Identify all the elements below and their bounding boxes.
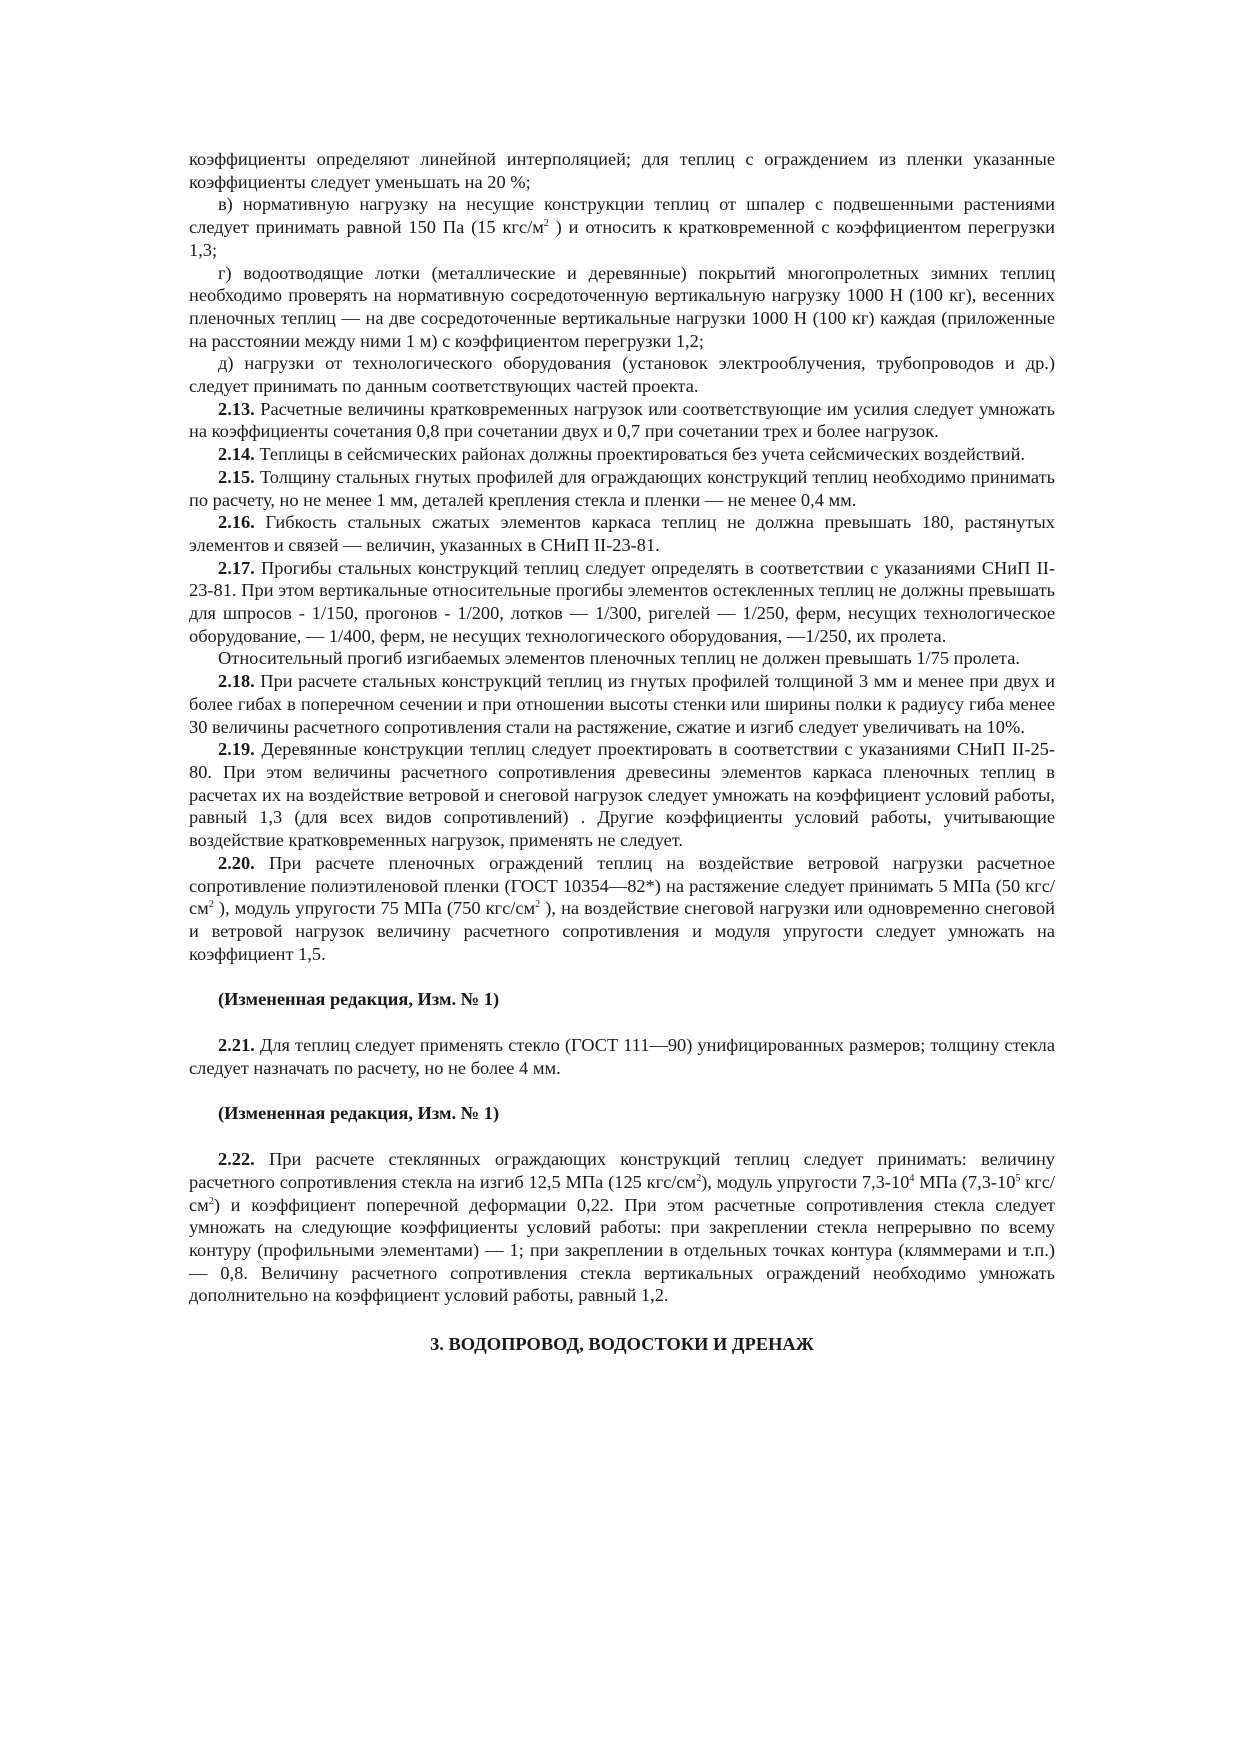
- clause-number: 2.22.: [218, 1149, 255, 1170]
- clause-number: 2.21.: [218, 1035, 255, 1056]
- superscript-5: 5: [1015, 1172, 1021, 1184]
- clause-2-17: 2.17. Прогибы стальных конструкций теплиц следует определять в соответствии с указаниями СНиП II-23-81. При этом вертикальные относительные прогибы элементов остекленных теплиц не должны превышать для шпросов - 1/150, прогонов - 1/200, лотков — 1/300, ригелей — 1/250, ферм, несущих технологическое оборудование, — 1/400, ферм, не несущих технологического оборудования, —1/250, их пролета.: [189, 557, 1055, 646]
- superscript-2: 2: [208, 1195, 214, 1207]
- clause-2-21: 2.21. Для теплиц следует применять стекло (ГОСТ 111—90) унифицированных размеров; толщину стекла следует назначать по расчету, но не более 4 мм.: [189, 1035, 1055, 1078]
- clause-2-13: 2.13. Расчетные величины кратковременных нагрузок или соответствующие им усилия следует умножать на коэффициенты сочетания 0,8 при сочетании двух и 0,7 при сочетании трех и более нагрузок.: [189, 398, 1055, 442]
- document-page: [189, 148, 1055, 1356]
- paragraph-v-trellis-load: в) нормативную нагрузку на несущие конструкции теплиц от шпалер с подвешенными растениями следует принимать равной 150 Па (15 кгс/$м^2$ ) и относить к кратковременной с коэффициентом перегрузки 1,3;: [189, 194, 1055, 260]
- superscript-2: 2: [535, 899, 541, 911]
- clause-number: 2.18.: [218, 671, 255, 692]
- section-heading: 3. ВОДОПРОВОД, ВОДОСТОКИ И ДРЕНАЖ: [430, 1334, 814, 1355]
- clause-number: 2.14.: [218, 444, 255, 465]
- clause-2-20: 2.20. При расчете пленочных ограждений теплиц на воздействие ветровой нагрузки расчетное сопротивление полиэтиленовой пленки (ГОСТ 10354—82*) на растяжение следует принимать 5 МПа (50 кгс/$см^2$ ), модуль упругости 75 МПа (750 кгс/$см^2$ ), на воздействие снеговой нагрузки или одновременно снеговой и ветровой нагрузок величину расчетного сопротивления и модуля упругости следует умножать на коэффициент 1,5.: [189, 852, 1055, 964]
- clause-2-15: 2.15. Толщину стальных гнутых профилей для ограждающих конструкций теплиц необходимо принимать по расчету, но не менее 1 мм, деталей крепления стекла и пленки — не менее 0,4 мм.: [189, 466, 1055, 510]
- clause-number: 2.19.: [218, 739, 255, 760]
- clause-number: 2.17.: [218, 557, 255, 578]
- superscript-2: 2: [208, 899, 214, 911]
- paragraph-coefficients-interpolation: коэффициенты определяют линейной интерполяцией; для теплиц с ограждением из пленки указанные коэффициенты следует уменьшать на 20 %;: [189, 149, 1055, 192]
- clause-2-22: 2.22. При расчете стеклянных ограждающих конструкций теплиц следует принимать: величину расчетного сопротивления стекла на изгиб 12,5 МПа (125 кгс/$см^2$), модуль упругости $7,3-10^4$ МПа ($7,3-10^5$ кгс/$см^2$) и коэффициент поперечной деформации 0,22. При этом расчетные сопротивления стекла следует умножать на следующие коэффициенты условий работы: при закреплении стекла непрерывно по всему контуру (профильными элементами) — 1; при закреплении в отдельных точках контура (кляммерами и т.п.) — 0,8. Величину расчетного сопротивления стекла вертикальных ограждений необходимо умножать дополнительно на коэффициент условий работы, равный 1,2.: [189, 1149, 1055, 1306]
- clause-number: 2.15.: [218, 466, 255, 487]
- clause-number: 2.20.: [218, 852, 255, 873]
- edition-note: (Измененная редакция, Изм. № 1): [218, 989, 500, 1010]
- paragraph-relative-deflection: Относительный прогиб изгибаемых элементов пленочных теплиц не должен превышать 1/75 пролета.: [218, 648, 1020, 669]
- clause-2-19: 2.19. Деревянные конструкции теплиц следует проектировать в соответствии с указаниями СНиП II-25-80. При этом величины расчетного сопротивления древесины элементов каркаса пленочных теплиц в расчетах их на воздействие ветровой и снеговой нагрузок следует умножать на коэффициент условий работы, равный 1,3 (для всех видов сопротивлений) . Другие коэффициенты условий работы, учитывающие воздействие кратковременных нагрузок, применять не следует.: [189, 739, 1055, 851]
- edition-note: (Измененная редакция, Изм. № 1): [218, 1103, 500, 1124]
- superscript-2: 2: [543, 218, 549, 230]
- paragraph-d-equipment-load: д) нагрузки от технологического оборудования (установок электрооблучения, трубопроводов и др.) следует принимать по данным соответствующих частей проекта.: [189, 353, 1055, 397]
- clause-2-14: 2.14. Теплицы в сейсмических районах должны проектироваться без учета сейсмических воздействий.: [218, 444, 1026, 465]
- clause-2-16: 2.16. Гибкость стальных сжатых элементов каркаса теплиц не должна превышать 180, растянутых элементов и связей — величин, указанных в СНиП II-23-81.: [189, 512, 1055, 555]
- clause-2-18: 2.18. При расчете стальных конструкций теплиц из гнутых профилей толщиной 3 мм и менее при двух и более гибах в поперечном сечении и при отношении высоты стенки или ширины полки к радиусу гиба менее 30 величины расчетного сопротивления стали на растяжение, сжатие и изгиб следует увеличивать на 10%.: [189, 671, 1055, 737]
- superscript-4: 4: [909, 1172, 915, 1184]
- paragraph-g-gutters: г) водоотводящие лотки (металлические и деревянные) покрытий многопролетных зимних теплиц необходимо проверять на нормативную сосредоточенную вертикальную нагрузку 1000 Н (100 кг), весенних пленочных теплиц — на две сосредоточенные вертикальные нагрузки 1000 Н (100 кг) каждая (приложенные на расстоянии между ними 1 м) с коэффициентом перегрузки 1,2;: [189, 262, 1055, 351]
- clause-number: 2.13.: [218, 398, 255, 419]
- superscript-2: 2: [696, 1172, 702, 1184]
- clause-number: 2.16.: [218, 512, 255, 533]
